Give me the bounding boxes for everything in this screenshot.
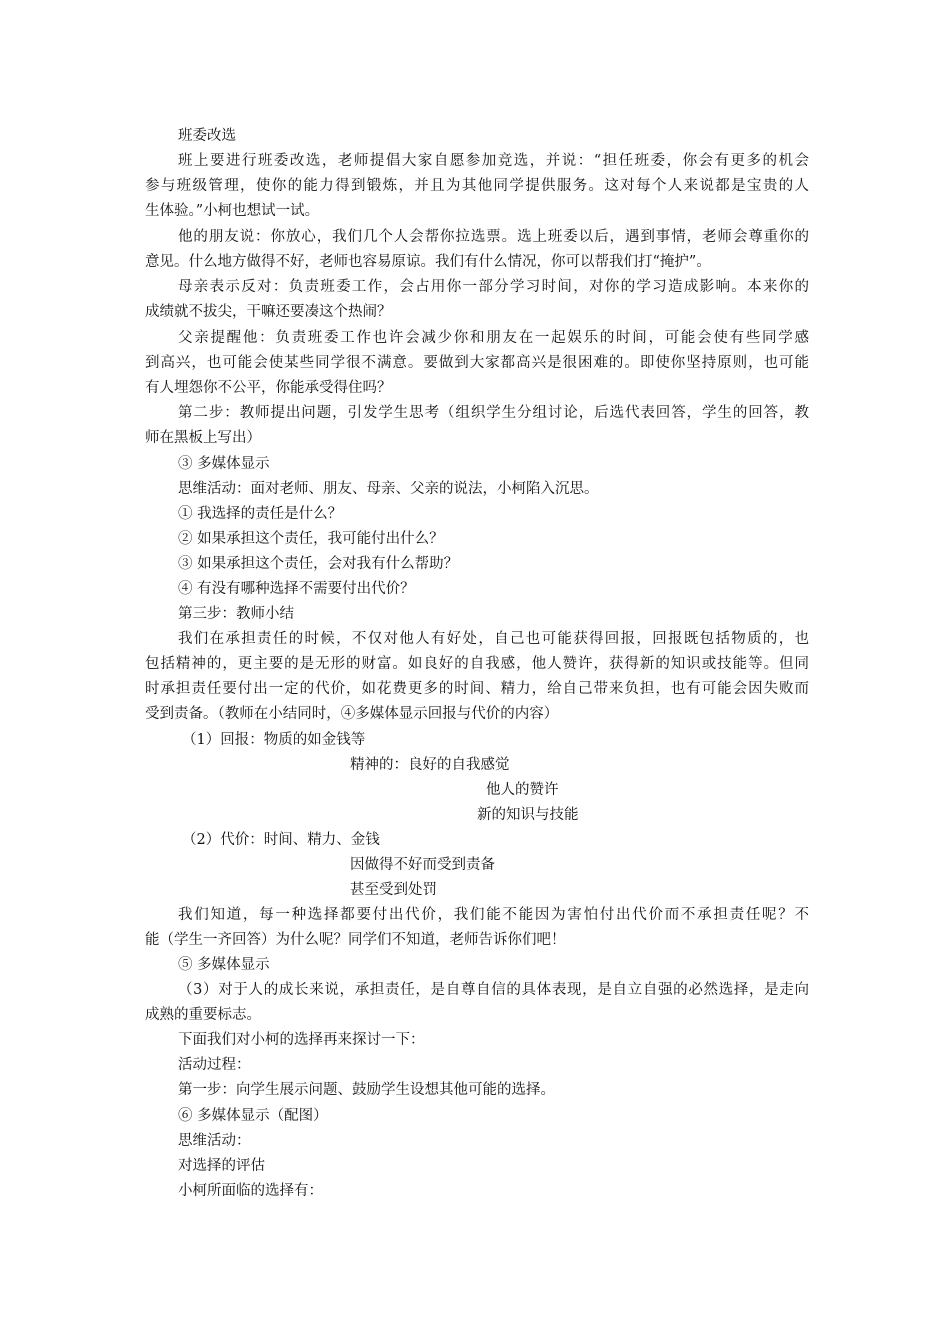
choices-intro: 小柯所面临的选择有： [178,1183,323,1199]
paragraph-line: 班上要进行班委改选，老师提倡大家自愿参加竞选，并说：“担任班委，你会有更多的机会 [178,153,809,169]
thinking-activity: 思维活动：面对老师、朋友、母亲、父亲的说法，小柯陷入沉思。 [178,481,599,497]
return-label: （1）回报：物质的如金钱等 [182,732,366,748]
activity-process: 活动过程： [178,1057,251,1073]
evaluation-heading: 对选择的评估 [178,1158,265,1174]
paragraph-line: 能（学生一齐回答）为什么呢？同学们不知道，老师告诉你们吧！ [145,932,566,948]
paragraph-line: （3）对于人的成长来说，承担责任，是自尊自信的具体表现，是自立自强的必然选择，是走向 [178,982,809,998]
section-title: 班委改选 [178,128,236,144]
question-item: ④ 有没有哪种选择不需要付出代价？ [178,581,415,597]
paragraph-line: 参与班级管理，使你的能力得到锻炼，并且为其他同学提供服务。这对每个人来说都是宝贵的人 [145,178,809,194]
summary-line: 包括精神的，更主要的是无形的财富。如良好的自我感，他人赞许，获得新的知识或技能等。但同 [145,656,809,672]
paragraph-line: 生体验。”小柯也想试一试。 [145,203,320,219]
paragraph-line: 成熟的重要标志。 [145,1007,261,1023]
thinking-activity: 思维活动： [178,1133,251,1149]
paragraph-line: 有人埋怨你不公平，你能承受得住吗？ [145,380,392,396]
multimedia-label: ③ 多媒体显示 [178,456,270,472]
multimedia-label: ⑤ 多媒体显示 [178,957,270,973]
paragraph-line: 到高兴，也可能会使某些同学很不满意。要做到大家都高兴是很困难的。即使你坚持原则，也可能 [145,355,809,371]
paragraph-line: 下面我们对小柯的选择再来探讨一下： [178,1032,425,1048]
cost-item: 甚至受到处罚 [350,882,437,898]
summary-line: 我们在承担责任的时候，不仅对他人有好处，自己也可能获得回报，回报既包括物质的，也 [178,631,809,647]
paragraph-line: 父亲提醒他：负责班委工作也许会减少你和朋友在一起娱乐的时间，可能会使有些同学感 [178,330,809,346]
return-item: 精神的：良好的自我感觉 [350,757,510,773]
paragraph-line: 母亲表示反对：负责班委工作，会占用你一部分学习时间，对你的学习造成影响。本来你的 [178,279,809,295]
paragraph-line: 我们知道，每一种选择都要付出代价，我们能不能因为害怕付出代价而不承担责任呢？不 [178,907,809,923]
step-one-line: 第一步：向学生展示问题、鼓励学生设想其他可能的选择。 [178,1082,555,1098]
return-item: 他人的赞许 [486,782,559,798]
cost-label: （2）代价：时间、精力、金钱 [182,832,380,848]
summary-line: 时承担责任要付出一定的代价，如花费更多的时间、精力，给自己带来负担，也有可能会因失败而 [145,681,809,697]
paragraph-line: 成绩就不拔尖，干嘛还要凑这个热闹？ [145,304,392,320]
step-two-line: 师在黑板上写出） [145,430,261,446]
summary-line: 受到责备。（教师在小结同时，④多媒体显示回报与代价的内容） [145,706,559,722]
step-two-line: 第二步：教师提出问题，引发学生思考（组织学生分组讨论，后选代表回答，学生的回答，教 [178,405,809,421]
paragraph-line: 他的朋友说：你放心，我们几个人会帮你拉选票。选上班委以后，遇到事情，老师会尊重你的 [178,229,809,245]
question-item: ② 如果承担这个责任，我可能付出什么？ [178,531,444,547]
cost-item: 因做得不好而受到责备 [350,857,495,873]
multimedia-label: ⑥ 多媒体显示（配图） [178,1108,328,1124]
step-three-heading: 第三步：教师小结 [178,606,294,622]
paragraph-line: 意见。什么地方做得不好，老师也容易原谅。我们有什么情况，你可以帮我们打“掩护”。 [145,254,711,270]
return-item: 新的知识与技能 [477,807,579,823]
question-item: ③ 如果承担这个责任，会对我有什么帮助？ [178,556,459,572]
question-item: ① 我选择的责任是什么？ [178,506,343,522]
